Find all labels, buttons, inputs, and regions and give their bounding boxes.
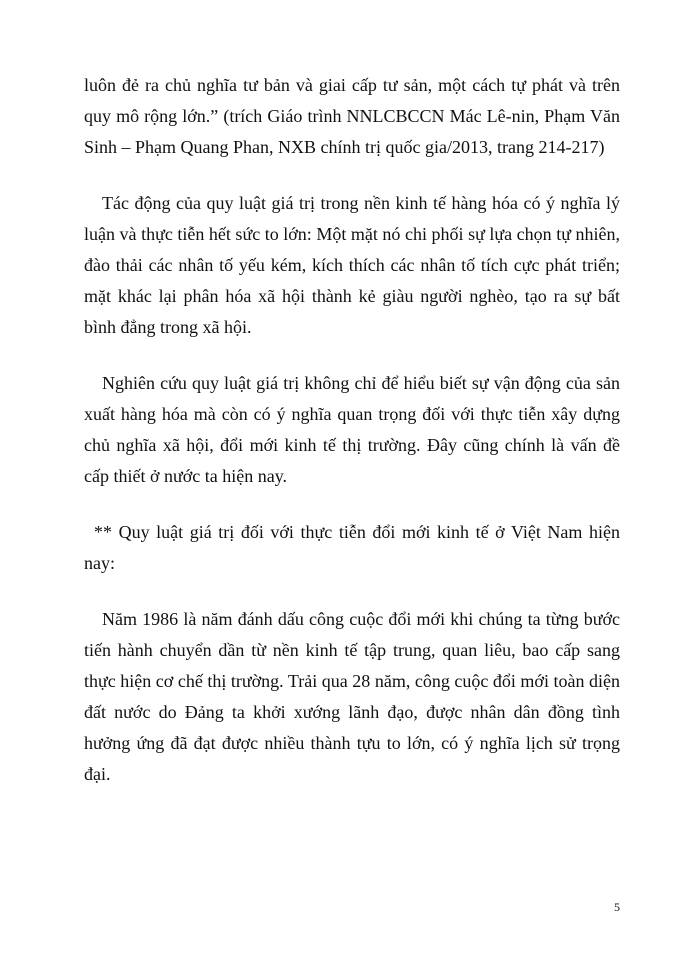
page-number: 5 (614, 900, 620, 914)
paragraph-1986-reform: Năm 1986 là năm đánh dấu công cuộc đổi mới khi chúng ta từng bước tiến hành chuyển dần từ nền kinh tế tập trung, quan liêu, bao cấp sang thực hiện cơ chế thị trường. Trải qua 28 năm, công cuộc đổi mới toàn diện đất nước do Đảng ta khởi xướng lãnh đạo, được nhân dân đồng tình hưởng ứng đã đạt được nhiều thành tựu to lớn, có ý nghĩa lịch sử trọng đại. (84, 609, 620, 784)
section-heading-vietnam-reform: ** Quy luật giá trị đối với thực tiễn đổi mới kinh tế ở Việt Nam hiện nay: (84, 522, 620, 573)
document-body (84, 70, 620, 790)
paragraph-value-law-research: Nghiên cứu quy luật giá trị không chỉ để hiểu biết sự vận động của sản xuất hàng hóa mà còn có ý nghĩa quan trọng đối với thực tiễn xây dựng chủ nghĩa xã hội, đổi mới kinh tế thị trường. Đây cũng chính là vấn đề cấp thiết ở nước ta hiện nay. (84, 373, 620, 486)
paragraph-quote-ending: luôn đẻ ra chủ nghĩa tư bản và giai cấp tư sản, một cách tự phát và trên quy mô rộng lớn.” (trích Giáo trình NNLCBCCN Mác Lê-nin, Phạm Văn Sinh – Phạm Quang Phan, NXB chính trị quốc gia/2013, trang 214-217) (84, 75, 620, 157)
paragraph-value-law-impact: Tác động của quy luật giá trị trong nền kinh tế hàng hóa có ý nghĩa lý luận và thực tiễn hết sức to lớn: Một mặt nó chi phối sự lựa chọn tự nhiên, đào thải các nhân tố yếu kém, kích thích các nhân tố tích cực phát triển; mặt khác lại phân hóa xã hội thành kẻ giàu người nghèo, tạo ra sự bất bình đẳng trong xã hội. (84, 193, 620, 337)
